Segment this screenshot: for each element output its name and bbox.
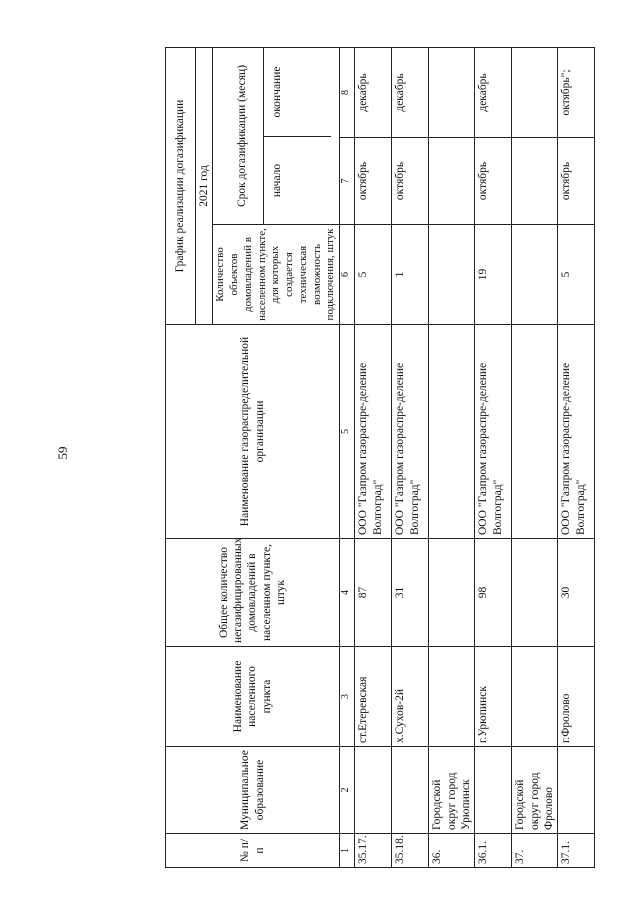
header-num: № п/п	[166, 834, 340, 868]
row-organization: ООО "Газпром газораспре-деление Волгоград"	[475, 325, 512, 539]
row-total: 30	[558, 539, 595, 647]
row-end: декабрь	[392, 47, 429, 137]
row-settlement: ст.Етеревская	[355, 647, 392, 747]
row-municipality	[475, 747, 512, 834]
row-count	[512, 225, 558, 325]
colnum: 3	[340, 647, 355, 747]
row-start: октябрь	[558, 138, 595, 225]
row-start: октябрь	[392, 138, 429, 225]
row-start	[512, 138, 558, 225]
row-organization: ООО "Газпром газораспре-деление Волгоград"	[355, 325, 392, 539]
row-end: декабрь	[355, 47, 392, 137]
row-organization	[512, 325, 558, 539]
row-num: 36.1.	[475, 834, 512, 868]
row-total: 87	[355, 539, 392, 647]
colnum: 5	[340, 325, 355, 539]
row-municipality	[392, 747, 429, 834]
row-municipality	[355, 747, 392, 834]
colnum: 4	[340, 539, 355, 647]
colnum: 8	[340, 47, 355, 137]
header-schedule: График реализации догазификации	[166, 47, 196, 324]
row-settlement: х.Сухов-2й	[392, 647, 429, 747]
table-row	[429, 47, 475, 867]
page-number: 59	[55, 446, 70, 460]
row-settlement: г.Фролово	[558, 647, 595, 747]
table-row	[475, 47, 512, 867]
gasification-table	[165, 47, 595, 868]
header-organization: Наименование газораспределительной организации	[166, 325, 340, 539]
table-row	[512, 47, 558, 867]
header-term: Срок догазификации (месяц)	[221, 48, 264, 224]
colnum: 7	[340, 138, 355, 225]
row-end: октябрь";	[558, 47, 595, 137]
row-num: 35.17.	[355, 834, 392, 868]
row-end	[512, 47, 558, 137]
row-count: 5	[558, 225, 595, 325]
row-total	[512, 539, 558, 647]
row-municipality: Городской округ город Фролово	[512, 747, 558, 834]
header-settlement: Наименование населенного пункта	[166, 647, 340, 747]
header-year: 2021 год	[196, 47, 213, 324]
row-num: 35.18.	[392, 834, 429, 868]
row-settlement	[429, 647, 475, 747]
header-end: окончание	[271, 66, 284, 118]
row-start: октябрь	[355, 138, 392, 225]
row-num: 37.1.	[558, 834, 595, 868]
header-start: начало	[264, 136, 331, 224]
row-organization: ООО "Газпром газораспре-деление Волгоград"	[558, 325, 595, 539]
row-count: 5	[355, 225, 392, 325]
header-count: Количество объектов домовладений в населенном пункте, для которых создается техническая возможность подключения, штук	[213, 225, 340, 325]
row-start	[429, 138, 475, 225]
row-total: 98	[475, 539, 512, 647]
colnum: 6	[340, 225, 355, 325]
row-end: декабрь	[475, 47, 512, 137]
header-term-cell	[213, 47, 340, 224]
colnum: 2	[340, 747, 355, 834]
row-settlement	[512, 647, 558, 747]
row-end	[429, 47, 475, 137]
row-count: 19	[475, 225, 512, 325]
table-row	[558, 47, 595, 867]
row-count: 1	[392, 225, 429, 325]
row-total	[429, 539, 475, 647]
table-row	[355, 47, 392, 867]
row-total: 31	[392, 539, 429, 647]
row-num: 37.	[512, 834, 558, 868]
row-organization: ООО "Газпром газораспре-деление Волгоград"	[392, 325, 429, 539]
row-organization	[429, 325, 475, 539]
row-start: октябрь	[475, 138, 512, 225]
table-row	[392, 47, 429, 867]
row-num: 36.	[429, 834, 475, 868]
row-municipality	[558, 747, 595, 834]
rotated-table-container	[165, 48, 587, 868]
row-count	[429, 225, 475, 325]
header-total-households: Общее количество негазифицированных домовладений в населенном пункте, штук	[166, 539, 340, 647]
header-municipality: Муниципальное образование	[166, 747, 340, 834]
colnum: 1	[340, 834, 355, 868]
column-number-row	[340, 47, 355, 867]
row-municipality: Городской округ город Урюпинск	[429, 747, 475, 834]
row-settlement: г.Урюпинск	[475, 647, 512, 747]
